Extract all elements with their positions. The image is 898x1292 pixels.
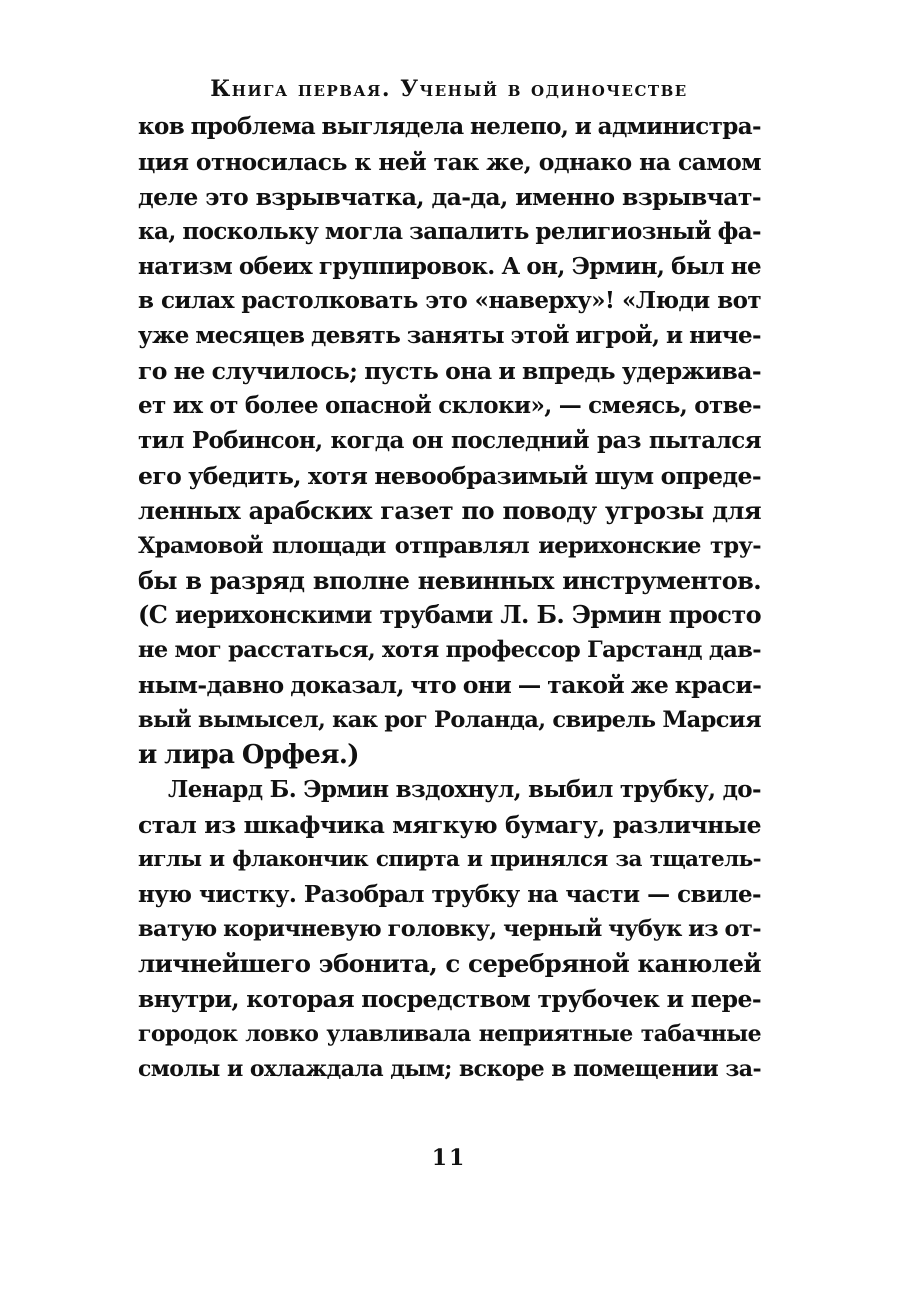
text-line: иглы и флакончик спирта и принялся за тщатель- [138,846,761,872]
text-line: ка, поскольку могла запалить религиозный фа- [138,217,761,245]
text-line: внутри, которая посредством трубочек и пере- [138,985,761,1014]
text-line: ет их от более опасной склоки», — смеясь, отве- [138,392,761,420]
text-line: его убедить, хотя невообразимый шум опреде- [138,461,761,490]
text-line: (С иерихонскими трубами Л. Б. Эрмин просто [138,600,761,630]
page-number: 11 [431,1145,467,1171]
running-title: Книга первая. Ученый в одиночестве [210,76,688,102]
text-line: го не случилось; пусть она и впредь удержива- [138,357,761,386]
text-line: ным-давно доказал, что они — такой же краси- [138,671,761,700]
text-line: ция относилась к ней так же, однако на самом [138,147,761,176]
text-line: уже месяцев девять заняты этой игрой, и ниче- [138,322,761,350]
text-line: ленных арабских газет по поводу угрозы для [138,495,761,525]
text-line: тил Робинсон, когда он последний раз пытался [138,427,761,455]
text-line: деле это взрывчатка, да-да, именно взрывчат- [138,182,761,211]
text-line: в силах растолковать это «наверху»! «Люди вот [138,287,761,315]
text-line: смолы и охлаждала дым; вскоре в помещении за- [138,1056,761,1083]
text-line: городок ловко улавливала неприятные табачные [138,1021,761,1048]
text-line: ватую коричневую головку, черный чубук из от- [138,916,761,943]
text-line: натизм обеих группировок. А он, Эрмин, был не [138,252,761,280]
text-line: вый вымысел, как рог Роланда, свирель Марсия [138,707,761,734]
text-line: Ленард Б. Эрмин вздохнул, выбил трубку, до- [168,775,761,803]
text-line: и лира Орфея.) [138,740,360,771]
body-text [138,110,761,1087]
text-line: Храмовой площади отправлял иерихонские тру- [138,532,761,559]
text-line: не мог расстаться, хотя профессор Гарстанд дав- [138,637,761,664]
text-line: личнейшего эбонита, с серебряной канюлей [138,949,761,979]
text-line: ную чистку. Разобрал трубку на части — свиле- [138,880,761,908]
text-line: стал из шкафчика мягкую бумагу, различные [138,810,761,839]
text-line: ков проблема выглядела нелепо, и администра- [138,113,761,140]
text-line: бы в разряд вполне невинных инструментов. [138,565,761,595]
